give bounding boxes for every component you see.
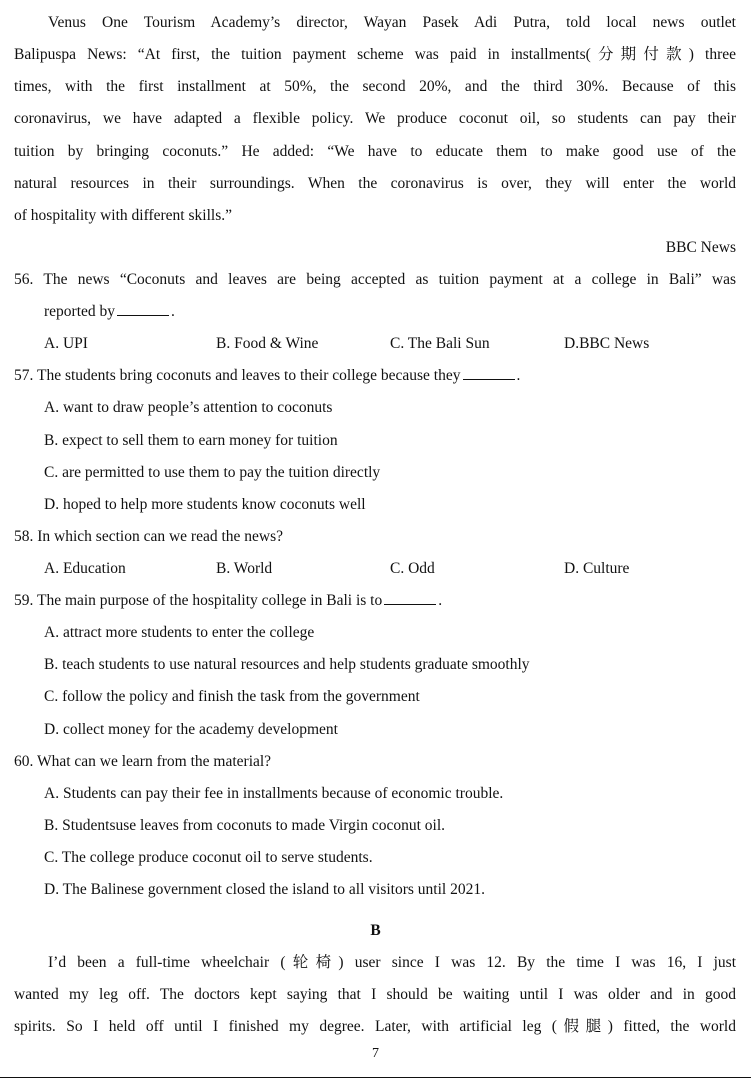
option-c: C. The college produce coconut oil to serve students. <box>44 849 373 866</box>
option-b: B. Studentsuse leaves from coconuts to made Virgin coconut oil. <box>44 817 446 834</box>
question-56-stem: 56. The news “Coconuts and leaves are being accepted as tuition payment at a college in Bali” was <box>14 271 736 288</box>
option-c: C. are permitted to use them to pay the tuition directly <box>44 464 381 481</box>
option-a: A. attract more students to enter the college <box>44 624 315 641</box>
question-56-options <box>44 328 734 360</box>
answer-blank <box>463 361 515 380</box>
passage-line: coronavirus, we have adapted a flexible policy. We produce coconut oil, so students can pay their <box>14 110 736 127</box>
option-d: D. collect money for the academy development <box>44 721 338 738</box>
option-d: D. hoped to help more students know coconuts well <box>44 496 366 513</box>
question-59-stem <box>14 585 736 617</box>
passage-line: Balipuspa News: “At first, the tuition payment scheme was paid in installments(分期付款) three <box>14 46 736 63</box>
option-a: A. Students can pay their fee in installments because of economic trouble. <box>44 785 504 802</box>
passage-b-line: spirits. So I held off until I finished my degree. Later, with artificial leg (假腿) fitted, the world <box>14 1018 736 1035</box>
option-c: C. Odd <box>390 560 435 577</box>
bottom-rule <box>0 1077 751 1078</box>
question-57-stem-text: 57. The students bring coconuts and leaves to their college because they <box>14 367 461 384</box>
option-a: A. Education <box>44 560 126 577</box>
passage-source: BBC News <box>665 239 736 256</box>
passage-line: Venus One Tourism Academy’s director, Wayan Pasek Adi Putra, told local news outlet <box>48 14 736 31</box>
option-d: D. Culture <box>564 560 630 577</box>
question-59-stem-end: . <box>438 592 443 609</box>
passage-line: tuition by bringing coconuts.” He added: “We have to educate them to make good use of the <box>14 143 736 160</box>
question-58-options <box>44 553 734 585</box>
question-57-stem <box>14 360 736 392</box>
answer-blank <box>384 586 436 605</box>
passage-line: natural resources in their surroundings. When the coronavirus is over, they will enter the world <box>14 175 736 192</box>
option-b: B. Food & Wine <box>216 335 319 352</box>
question-57-stem-end: . <box>516 367 521 384</box>
option-a: A. UPI <box>44 335 88 352</box>
option-c: C. The Bali Sun <box>390 335 490 352</box>
page-number: 7 <box>372 1046 379 1061</box>
option-b: B. teach students to use natural resources and help students graduate smoothly <box>44 656 530 673</box>
option-d: D. The Balinese government closed the island to all visitors until 2021. <box>44 881 485 898</box>
question-58-stem: 58. In which section can we read the news? <box>14 528 283 545</box>
option-b: B. World <box>216 560 273 577</box>
passage-line: of hospitality with different skills.” <box>14 207 232 224</box>
question-56-stem-cont <box>44 296 734 328</box>
question-56-stem-end: . <box>171 303 175 320</box>
section-b-heading: B <box>370 922 381 939</box>
option-b: B. expect to sell them to earn money for tuition <box>44 432 338 449</box>
answer-blank <box>117 297 169 316</box>
passage-b-line: I’d been a full-time wheelchair (轮椅) user since I was 12. By the time I was 16, I just <box>48 954 736 971</box>
passage-b-line: wanted my leg off. The doctors kept saying that I should be waiting until I was older and in good <box>14 986 736 1003</box>
option-a: A. want to draw people’s attention to coconuts <box>44 399 333 416</box>
question-60-stem: 60. What can we learn from the material? <box>14 753 272 770</box>
passage-line: times, with the first installment at 50%, the second 20%, and the third 30%. Because of this <box>14 78 736 95</box>
question-59-stem-text: 59. The main purpose of the hospitality college in Bali is to <box>14 592 383 609</box>
question-56-stem-text: reported by <box>44 303 116 320</box>
option-c: C. follow the policy and finish the task from the government <box>44 688 420 705</box>
option-d: D.BBC News <box>564 335 650 352</box>
